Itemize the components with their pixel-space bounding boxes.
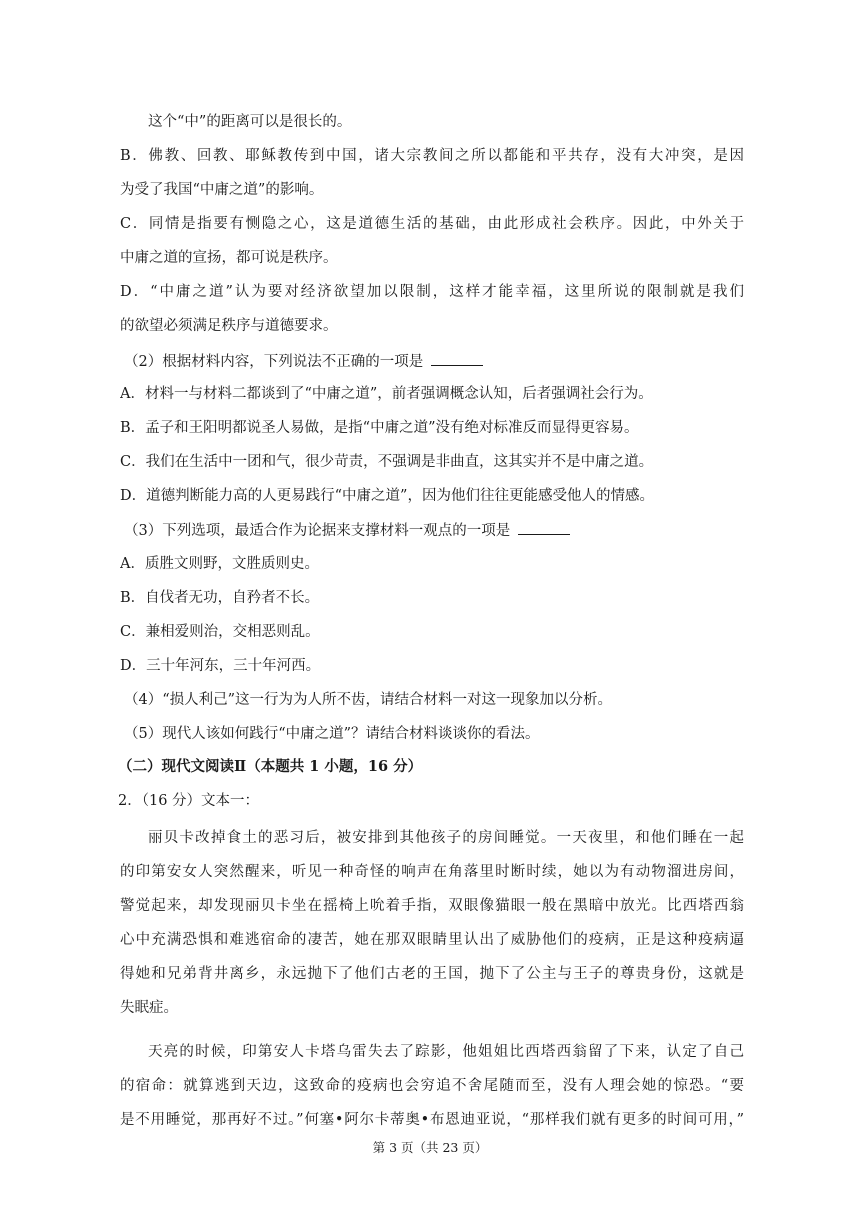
paragraph-line: 得她和兄弟背井离乡，永远抛下了他们古老的王国，抛下了公主与王子的尊贵身份，这就是: [120, 966, 744, 982]
option-d-line2: 的欲望必须满足秩序与道德要求。: [120, 318, 338, 334]
paragraph-line: 的印第安女人突然醒来，听见一种奇怪的响声在角落里时断时续，她以为有动物溜进房间，: [120, 864, 744, 880]
q2-option-c: C．我们在生活中一团和气，很少苛责，不强调是非曲直，这其实并不是中庸之道。: [120, 454, 654, 470]
option-b-line2: 为受了我国“中庸之道”的影响。: [120, 182, 324, 198]
paragraph-line: 的宿命：就算逃到天边，这致命的疫病也会穷追不舍尾随而至，没有人理会她的惊恐。“要: [120, 1078, 744, 1094]
q2-option-b: B．孟子和王阳明都说圣人易做，是指“中庸之道”没有绝对标准反而显得更容易。: [120, 420, 639, 436]
question-5: （5）现代人该如何践行“中庸之道”？请结合材料谈谈你的看法。: [124, 726, 540, 742]
answer-blank-q2[interactable]: [431, 351, 483, 366]
option-b-line1: B．佛教、回教、耶稣教传到中国，诸大宗教间之所以都能和平共存，没有大冲突，是因: [120, 148, 744, 164]
paragraph-line: 是不用睡觉，那再好不过。”何塞•阿尔卡蒂奥•布恩迪亚说，“那样我们就有更多的时间可用，”: [120, 1112, 744, 1128]
q3-option-b: B．自伐者无功，自矜者不长。: [120, 590, 320, 606]
paragraph-line: 心中充满恐惧和难逃宿命的凄苦，她在那双眼睛里认出了威胁他们的疫病，正是这种疫病逼: [120, 932, 744, 948]
option-c-line1: C．同情是指要有恻隐之心，这是道德生活的基础，由此形成社会秩序。因此，中外关于: [120, 216, 744, 232]
q2-option-d: D．道德判断能力高的人更易践行“中庸之道”，因为他们往往更能感受他人的情感。: [120, 488, 654, 504]
paragraph-line: 天亮的时候，印第安人卡塔乌雷失去了踪影，他姐姐比西塔西翁留了下来，认定了自己: [148, 1044, 744, 1060]
question-3-text: （3）下列选项，最适合作为论据来支撑材料一观点的一项是: [124, 523, 511, 539]
question-2-stem: [124, 351, 748, 372]
option-a-continuation: 这个“中”的距离可以是很长的。: [148, 114, 352, 130]
paragraph-line: 失眠症。: [120, 1000, 178, 1016]
q2-option-a: A．材料一与材料二都谈到了“中庸之道”，前者强调概念认知，后者强调社会行为。: [120, 386, 653, 402]
question-3-stem: [124, 520, 748, 541]
question-2-header: 2．（16 分）文本一：: [118, 793, 260, 809]
option-d-line1: D．“中庸之道”认为要对经济欲望加以限制，这样才能幸福，这里所说的限制就是我们: [120, 284, 744, 300]
page-footer: 第 3 页（共 23 页）: [372, 1140, 488, 1155]
answer-blank-q3[interactable]: [518, 520, 570, 535]
section-heading: （二）现代文阅读Ⅱ（本题共 1 小题，16 分）: [118, 758, 423, 775]
q3-option-a: A．质胜文则野，文胜质则史。: [120, 556, 319, 572]
q3-option-c: C．兼相爱则治，交相恶则乱。: [120, 624, 320, 640]
option-c-line2: 中庸之道的宣扬，都可说是秩序。: [120, 250, 338, 266]
paragraph-line: 丽贝卡改掉食土的恶习后，被安排到其他孩子的房间睡觉。一天夜里，和他们睡在一起: [148, 830, 744, 846]
question-2-text: （2）根据材料内容，下列说法不正确的一项是: [124, 354, 424, 370]
question-4: （4）“损人利己”这一行为为人所不齿，请结合材料一对这一现象加以分析。: [124, 692, 613, 708]
paragraph-line: 警觉起来，却发现丽贝卡坐在摇椅上吮着手指，双眼像猫眼一般在黑暗中放光。比西塔西翁: [120, 898, 744, 914]
q3-option-d: D．三十年河东，三十年河西。: [120, 658, 321, 674]
